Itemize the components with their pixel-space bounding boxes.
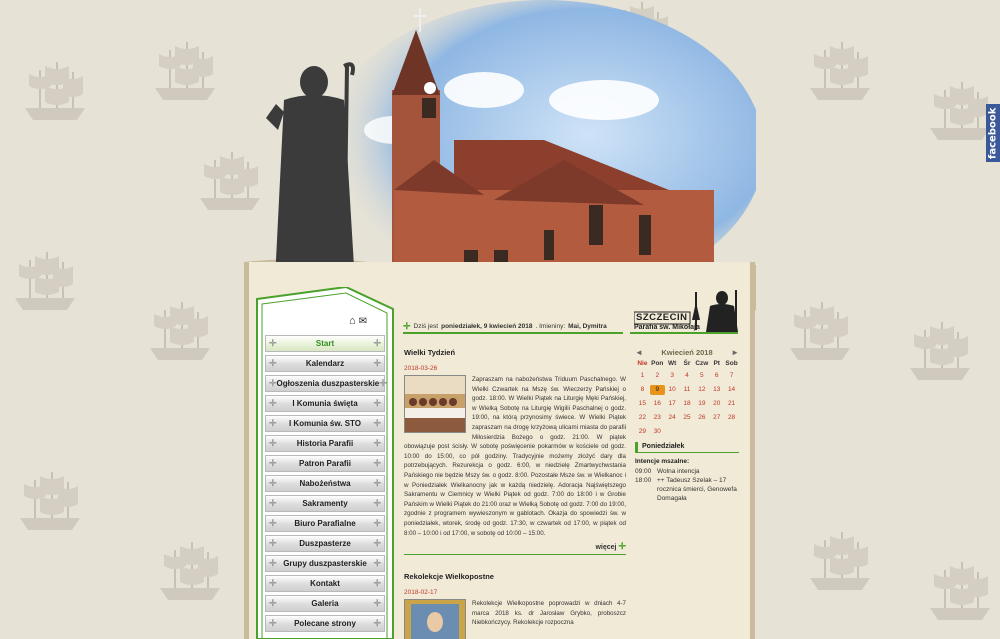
calendar-day[interactable]: 10 xyxy=(668,386,676,393)
cross-icon: ✛ xyxy=(379,378,387,388)
post-date: 2018-03-26 xyxy=(404,365,438,372)
cross-icon: ✛ xyxy=(373,398,381,408)
home-icons xyxy=(349,316,367,327)
more-label: więcej xyxy=(595,544,617,552)
cross-icon: ✛ xyxy=(269,458,277,468)
calendar-day[interactable]: 12 xyxy=(698,386,706,393)
post-thumbnail[interactable] xyxy=(404,599,466,639)
calendar-day[interactable]: 5 xyxy=(700,372,704,379)
date-prefix: Dziś jest xyxy=(413,322,439,330)
menu-item-label: Galeria xyxy=(311,599,339,608)
post-text: Zapraszam na nabożeństwa Triduum Paschalnego. W Wielki Czwartek na Mszę św. Wieczerzy Pańskiej o godz. 18:00. W Wielki Piątek na Liturgię Męki Pańskiej, w Wielką Sobotę na Liturgię Wigilii Paschalnej o godz. 19:00, na którą przynosimy świece. W Wielki Piątek zapraszam na drogę krzyżową ulicami miasta do parafii Miłosierdzia Bożego o godz. 21:00. W piątek obowiązuje post ścisły. W sobotę poświęcenie pokarmów w kościele od godz. 10:00 do 15:00, co pół godziny. Tradycyjnie możemy złożyć dary dla potrzebujących. Rezurekcja o godz. 6:00, w niedzielę Zmartwychwstania Pańskiego nie będzie Mszy św. o godz. 8:00. Pozostałe Msze św. w Wielkanoc i w Poniedziałek Wielkanocny jak w każdą niedzielę. Adoracja Najświętszego Sakramentu w Ciemnicy w Wielki Piątek od godz. 7:00 do 18:00 i w Grobie Pańskim w Wielki Piątek do 21:00 oraz w Wielką Sobotę od godz. 7:00 do 19:00, zgodnie z programem wywieszonym w gablotach. Okazja do spowiedzi św. w poniedziałek, wtorek, środę od godz. 17:30, w czwartek od 17:00, w piątek od 8:00 – 10:00 i od 17:00, w sobotę od 10:00 – 15:00. xyxy=(404,376,626,537)
events-subheading: Intencje mszalne: xyxy=(635,458,690,465)
calendar-day[interactable]: 23 xyxy=(653,414,661,421)
calendar-day[interactable]: 13 xyxy=(713,386,721,393)
calendar-day[interactable]: 27 xyxy=(713,414,721,421)
cross-icon: ✛ xyxy=(373,418,381,428)
calendar-day[interactable]: 15 xyxy=(638,400,647,407)
menu-item-historia[interactable] xyxy=(265,435,385,452)
calendar-day[interactable]: 28 xyxy=(727,414,736,421)
cross-icon: ✛ xyxy=(269,358,277,368)
news-post xyxy=(404,348,626,555)
calendar-month: Kwiecień 2018 xyxy=(661,348,713,357)
cross-icon: ✛ xyxy=(269,618,277,628)
menu-item-galeria[interactable] xyxy=(265,595,385,612)
logo-city: SZCZECIN xyxy=(636,312,688,323)
weekday-label: Wt xyxy=(667,360,677,367)
cross-icon: ✛ xyxy=(373,558,381,568)
menu-item-label: Polecane strony xyxy=(294,619,356,628)
menu-item-nabozenstwa[interactable] xyxy=(265,475,385,492)
weekday-label: Śr xyxy=(683,360,691,367)
menu-item-label: I Komunia św. STO xyxy=(288,419,361,428)
menu-item-patron[interactable] xyxy=(265,455,385,472)
calendar-day[interactable]: 8 xyxy=(640,386,645,393)
calendar-day[interactable]: 3 xyxy=(670,372,674,379)
post-title[interactable]: Rekolekcje Wielkopostne xyxy=(404,572,494,582)
calendar-day[interactable]: 6 xyxy=(714,372,719,379)
post-title[interactable]: Wielki Tydzień xyxy=(404,348,456,357)
prev-month-icon[interactable]: ◄ xyxy=(635,348,643,357)
calendar-day[interactable]: 30 xyxy=(653,428,661,435)
menu-item-sakramenty[interactable] xyxy=(265,495,385,512)
cross-icon: ✛ xyxy=(373,578,381,588)
date-bar xyxy=(403,320,623,334)
menu-item-label: Patron Parafii xyxy=(298,459,351,468)
cross-icon: ✛ xyxy=(373,538,381,548)
calendar-day[interactable]: 29 xyxy=(638,428,647,435)
cross-icon: ✛ xyxy=(269,578,277,588)
current-date: poniedziałek, 9 kwiecień 2018 xyxy=(441,322,533,330)
menu-item-label: Start xyxy=(315,339,335,348)
menu-item-start[interactable] xyxy=(265,335,385,352)
logo-underline xyxy=(630,332,738,334)
post-thumbnail[interactable] xyxy=(404,375,466,433)
event-time: 18:00 xyxy=(635,477,652,484)
calendar-day[interactable]: 14 xyxy=(727,386,736,393)
calendar-day[interactable]: 2 xyxy=(655,372,660,379)
cross-icon: ✛ xyxy=(373,618,381,628)
cross-icon: ✛ xyxy=(403,320,411,331)
cross-icon: ✛ xyxy=(269,598,277,608)
calendar-header xyxy=(635,348,739,357)
cross-icon: ✛ xyxy=(269,538,277,548)
post-date: 2018-02-17 xyxy=(404,589,438,597)
cross-icon: ✛ xyxy=(373,358,381,368)
menu-item-label: Kontakt xyxy=(310,579,340,588)
events-widget xyxy=(635,442,739,503)
facebook-tab[interactable]: facebook xyxy=(986,104,1000,162)
main-content xyxy=(404,348,626,639)
menu-item-ogloszenia[interactable] xyxy=(265,375,385,392)
calendar-day[interactable]: 18 xyxy=(683,400,691,407)
next-month-icon[interactable]: ► xyxy=(731,348,739,357)
menu-item-duszpasterze[interactable] xyxy=(265,535,385,552)
menu-item-label: Grupy duszpasterskie xyxy=(283,559,367,568)
cross-icon: ✛ xyxy=(269,558,277,568)
menu-item-label: Ogłoszenia duszpasterskie xyxy=(276,379,380,388)
main-menu xyxy=(265,335,385,635)
calendar-day[interactable]: 21 xyxy=(727,400,736,407)
weekday-label: Pon xyxy=(651,360,664,367)
calendar-day[interactable]: 9 xyxy=(650,385,665,395)
weekday-label: Nie xyxy=(637,360,648,367)
menu-item-label: Historia Parafii xyxy=(296,439,354,448)
calendar-grid xyxy=(635,360,739,437)
cross-icon: ✛ xyxy=(269,338,277,348)
calendar-day[interactable]: 7 xyxy=(729,372,734,379)
news-post xyxy=(404,572,626,628)
menu-item-biuro[interactable] xyxy=(265,515,385,532)
menu-item-polecane[interactable] xyxy=(265,615,385,632)
name-days: Mai, Dymitra xyxy=(568,322,607,330)
event-time: 09:00 xyxy=(635,468,652,475)
home-icon[interactable]: ⌂ xyxy=(349,315,356,327)
calendar-day[interactable]: 24 xyxy=(668,414,676,421)
calendar-day[interactable]: 16 xyxy=(653,400,661,407)
cross-icon: ✛ xyxy=(269,378,277,388)
calendar-day[interactable]: 19 xyxy=(698,400,706,407)
cross-icon: ✛ xyxy=(269,398,277,408)
menu-item-kontakt[interactable] xyxy=(265,575,385,592)
cross-icon: ✛ xyxy=(269,418,277,428)
events-heading: Poniedziałek xyxy=(635,442,739,453)
post-text: Rekolekcje Wielkopostne poprowadzi w dniach 4-7 marca 2018 ks. dr Jarosław Grybko, proboszcz Niebkończycy. Rekolekcje rozpoczna xyxy=(472,600,626,627)
cross-icon: ✛ xyxy=(373,338,381,348)
weekday-label: Czw xyxy=(695,360,709,367)
calendar-day[interactable]: 20 xyxy=(713,400,721,407)
cross-icon: ✛ xyxy=(269,498,277,508)
cross-icon: ✛ xyxy=(373,478,381,488)
cross-icon: ✛ xyxy=(373,498,381,508)
event-row xyxy=(635,467,739,476)
more-link[interactable] xyxy=(404,541,626,555)
menu-item-kalendarz[interactable] xyxy=(265,355,385,372)
calendar-day[interactable]: 11 xyxy=(683,386,691,393)
names-label: . Imieniny: xyxy=(535,322,566,330)
calendar-day[interactable]: 4 xyxy=(685,372,689,379)
mail-icon[interactable]: ✉ xyxy=(358,316,368,327)
cross-icon: ✛ xyxy=(373,438,381,448)
menu-item-label: I Komunia święta xyxy=(292,399,358,408)
menu-item-label: Sakramenty xyxy=(302,499,348,508)
calendar-day[interactable]: 26 xyxy=(698,414,706,421)
post-body xyxy=(404,375,626,538)
cross-icon: ✛ xyxy=(269,478,277,488)
menu-item-label: Kalendarz xyxy=(305,359,345,368)
menu-item-komunia-sto[interactable] xyxy=(265,415,385,432)
menu-item-label: Biuro Parafialne xyxy=(294,519,356,528)
cross-icon: ✛ xyxy=(373,458,381,468)
event-text: Wolna intencja xyxy=(657,468,700,475)
cross-icon: ✛ xyxy=(373,518,381,528)
event-text: ++ Tadeusz Szelak – 17 rocznica śmierci, Genowefa Domagała xyxy=(657,477,737,502)
calendar-day[interactable]: 22 xyxy=(638,414,647,421)
post-body xyxy=(404,599,626,628)
cross-icon: ✛ xyxy=(618,541,626,552)
calendar-day[interactable]: 17 xyxy=(668,400,676,407)
parish-logo[interactable] xyxy=(634,280,744,336)
menu-item-grupy[interactable] xyxy=(265,555,385,572)
calendar-day[interactable]: 1 xyxy=(640,372,645,379)
cross-icon: ✛ xyxy=(269,518,277,528)
weekday-label: Pt xyxy=(713,360,720,367)
calendar-day[interactable]: 25 xyxy=(683,414,691,421)
event-row xyxy=(635,476,739,503)
weekday-label: Sob xyxy=(725,360,738,367)
menu-item-komunia[interactable] xyxy=(265,395,385,412)
cross-icon: ✛ xyxy=(269,438,277,448)
calendar-widget xyxy=(635,348,739,437)
cross-icon: ✛ xyxy=(373,598,381,608)
menu-item-label: Duszpasterze xyxy=(299,539,351,548)
sidebar xyxy=(256,287,394,639)
menu-item-label: Nabożeństwa xyxy=(299,479,351,488)
logo-parish: Parafia św. Mikołaja xyxy=(634,324,700,331)
